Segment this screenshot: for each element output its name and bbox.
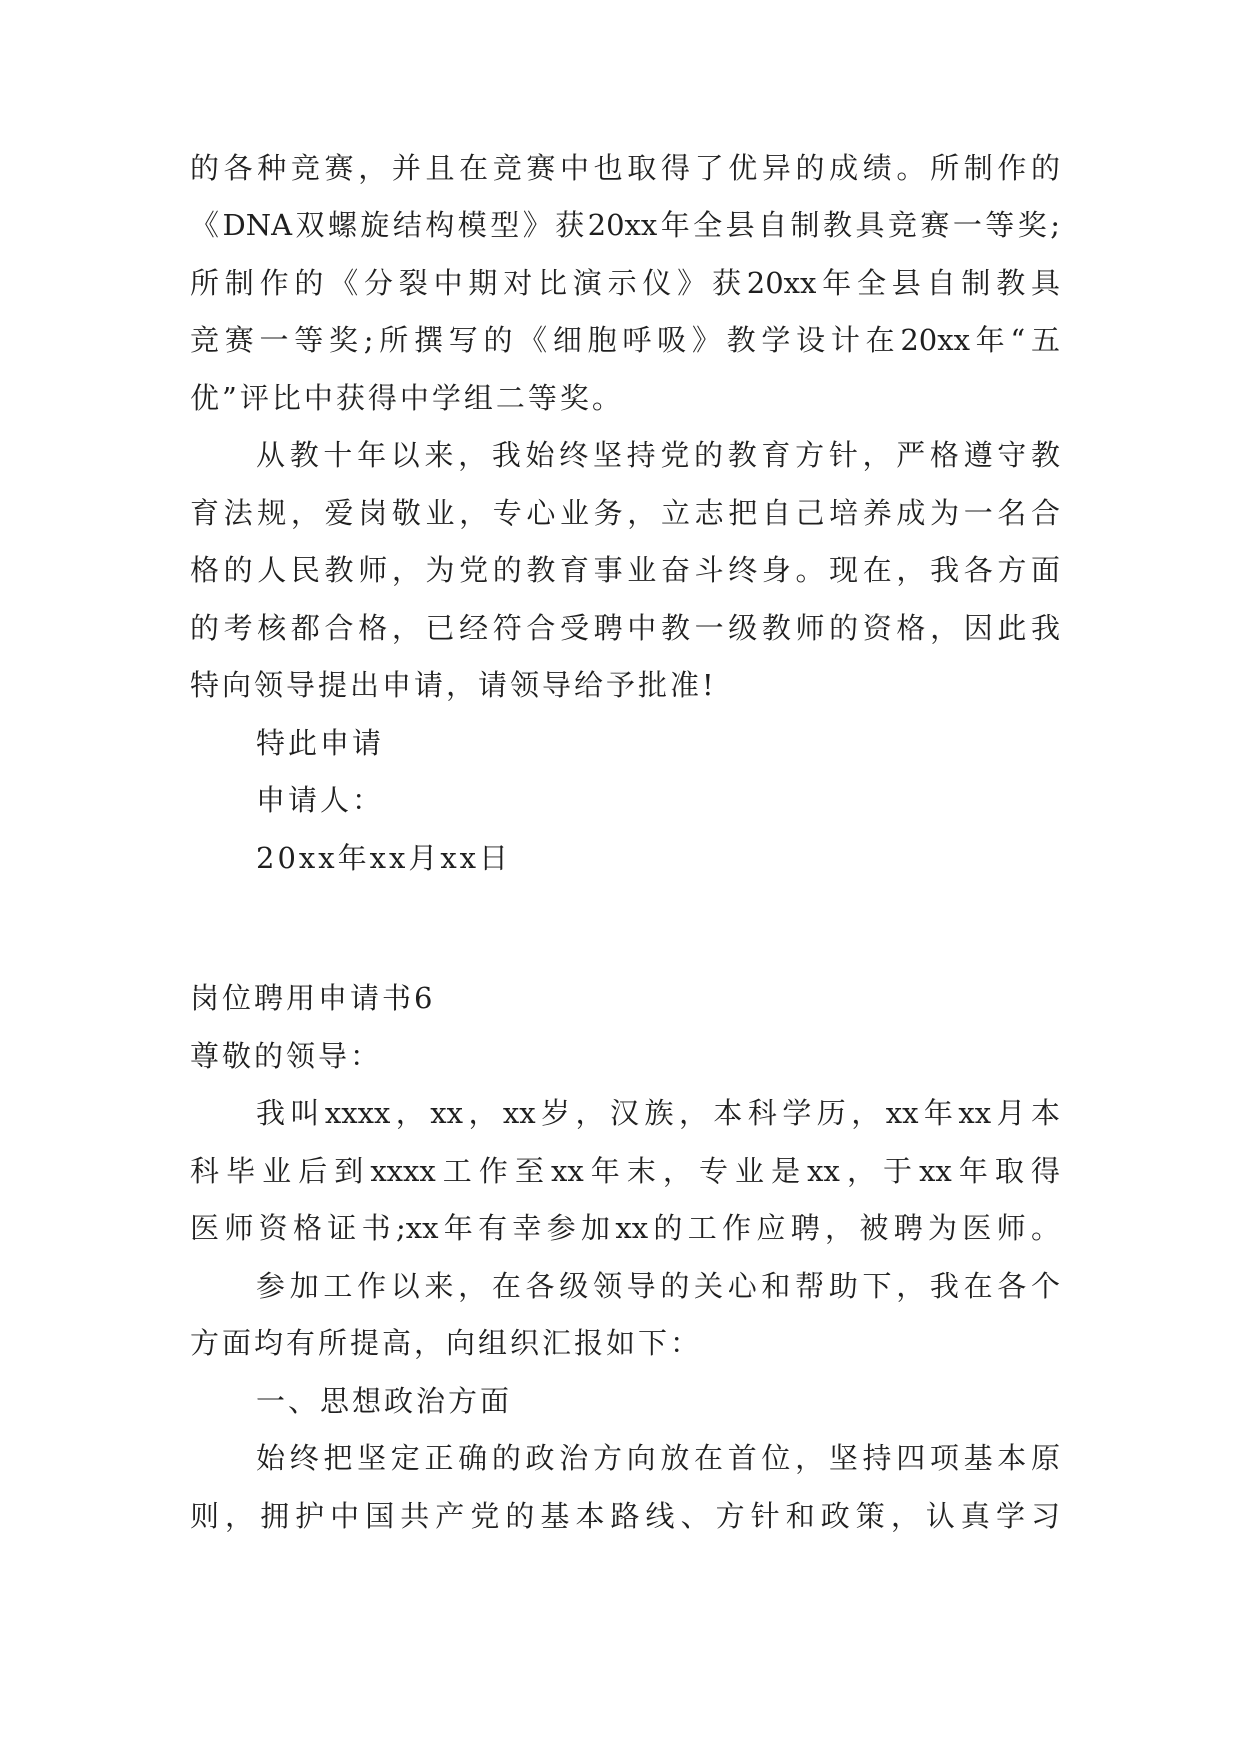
text-line: 优”评比中获得中学组二等奖。 (190, 381, 624, 415)
text-line: 医师资格证书;xx年有幸参加xx的工作应聘，被聘为医师。 (190, 1211, 1060, 1245)
text-line: 育法规，爱岗敬业，专心业务，立志把自己培养成为一名合 (190, 496, 1060, 530)
date-line: 20xx年xx月xx日 (256, 841, 512, 875)
text-line: 的各种竞赛，并且在竞赛中也取得了优异的成绩。所制作的 (190, 151, 1060, 185)
applicant-label: 申请人： (256, 783, 385, 817)
text-line: 《DNA双螺旋结构模型》获20xx年全县自制教具竞赛一等奖; (190, 208, 1060, 242)
text-line: 则，拥护中国共产党的基本路线、方针和政策，认真学习 (190, 1499, 1060, 1533)
salutation: 尊敬的领导： (190, 1039, 383, 1073)
closing-text: 特此申请 (256, 726, 385, 760)
heading: 一、思想政治方面 (256, 1384, 513, 1418)
text-line: 竞赛一等奖;所撰写的《细胞呼吸》教学设计在20xx年“五 (190, 323, 1060, 357)
text-line: 科毕业后到xxxx工作至xx年末，专业是xx，于xx年取得 (190, 1154, 1060, 1188)
section-title: 岗位聘用申请书6 (190, 981, 436, 1015)
text-line: 格的人民教师，为党的教育事业奋斗终身。现在，我各方面 (190, 553, 1060, 587)
paragraph-first-line: 从教十年以来，我始终坚持党的教育方针，严格遵守教 (256, 438, 1060, 472)
paragraph-first-line: 我叫xxxx，xx，xx岁，汉族，本科学历，xx年xx月本 (256, 1096, 1060, 1130)
paragraph-first-line: 参加工作以来，在各级领导的关心和帮助下，我在各个 (256, 1269, 1060, 1303)
paragraph-first-line: 始终把坚定正确的政治方向放在首位，坚持四项基本原 (256, 1441, 1060, 1475)
text-line: 方面均有所提高，向组织汇报如下： (190, 1326, 703, 1360)
text-line: 的考核都合格，已经符合受聘中教一级教师的资格，因此我 (190, 611, 1060, 645)
text-line: 特向领导提出申请，请领导给予批准! (190, 668, 717, 702)
text-line: 所制作的《分裂中期对比演示仪》获20xx年全县自制教具 (190, 266, 1060, 300)
